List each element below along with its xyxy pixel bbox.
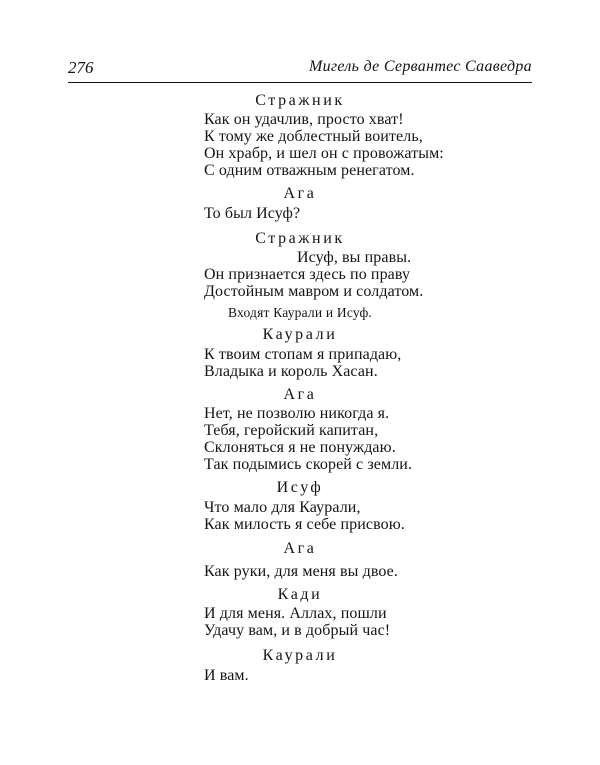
verse-line: Удачу вам, и в добрый час!	[204, 622, 391, 639]
header-rule	[68, 82, 532, 83]
verse-line: Достойным мавром и солдатом.	[204, 283, 424, 300]
stage-direction: Входят Каурали и Исуф.	[228, 305, 372, 320]
verse-line: Исуф, вы правы.	[297, 249, 412, 266]
verse-line: И вам.	[204, 667, 249, 684]
speaker-name: Ага	[283, 386, 317, 403]
verse-line: Как руки, для меня вы двое.	[204, 563, 398, 580]
speaker-name: Ага	[283, 185, 317, 202]
speaker-name: Каурали	[262, 647, 338, 664]
verse-line: Так подымись скорей с земли.	[204, 456, 413, 473]
verse-line: Владыка и король Хасан.	[204, 363, 378, 380]
verse-line: То был Исуф?	[204, 205, 301, 222]
verse-line: К тому же доблестный воитель,	[204, 128, 423, 145]
speaker-name: Стражник	[255, 92, 345, 109]
verse-line: Что мало для Каурали,	[204, 499, 361, 516]
verse-line: И для меня. Аллах, пошли	[204, 605, 387, 622]
speaker-name: Каурали	[262, 326, 338, 343]
speaker-name: Кади	[277, 586, 323, 603]
verse-line: С одним отважным ренегатом.	[204, 162, 415, 179]
speaker-name: Исуф	[276, 479, 324, 496]
verse-line: Он храбр, и шел он с провожатым:	[204, 145, 444, 162]
speaker-name: Ага	[283, 540, 317, 557]
verse-line: Как он удачлив, просто хват!	[204, 111, 404, 128]
verse-line: Нет, не позволю никогда я.	[204, 405, 390, 422]
page-number: 276	[68, 58, 94, 77]
verse-line: Он признается здесь по праву	[204, 266, 411, 283]
verse-line: Тебя, геройский капитан,	[204, 422, 379, 439]
verse-line: Склоняться я не понуждаю.	[204, 439, 396, 456]
verse-line: К твоим стопам я припадаю,	[204, 346, 402, 363]
speaker-name: Стражник	[255, 230, 345, 247]
running-head: Мигель де Сервантес Сааведра	[308, 58, 532, 75]
verse-line: Как милость я себе присвою.	[204, 516, 405, 533]
